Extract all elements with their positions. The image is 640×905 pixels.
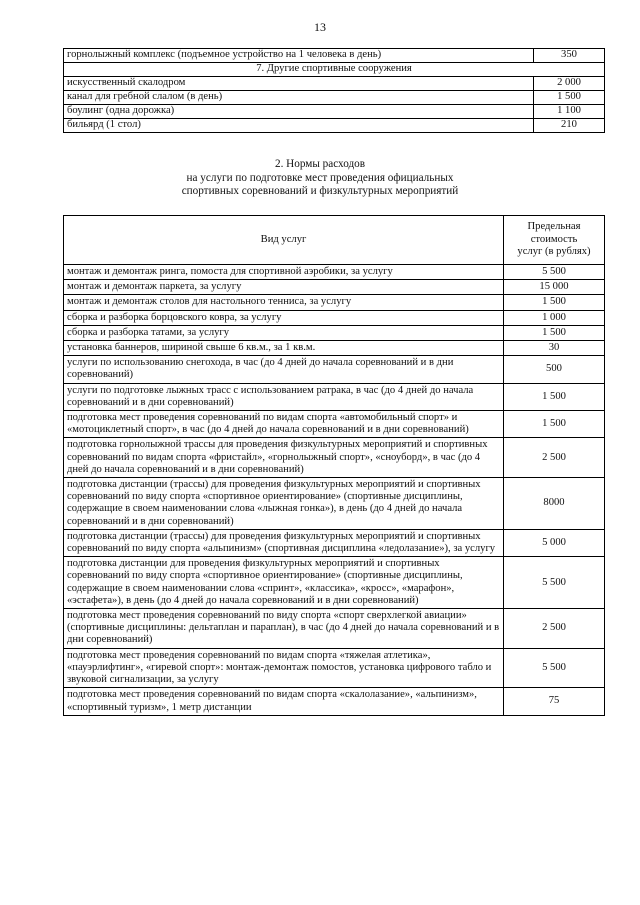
table-row [64,310,605,325]
section-2-title [0,158,640,199]
table-row [64,341,605,356]
price-cell: 1 100 [534,105,605,119]
section-2-subtitle-line-2: спортивных соревнований и физкультурных мероприятий [181,185,459,197]
header-price-line-1: Предельная [527,221,581,233]
service-cell: подготовка дистанции для проведения физкультурных мероприятий и спортивных соревнований по виду спорта «спортивное ориентирование» (спортивные дисциплины, содержащие в своем наименовании слова «спринт», «классика», «кросс», «марафон», «эстафета»), в день (до 4 дней до начала соревнований и в дни соревнований) [64,557,504,609]
table-row [64,529,605,556]
section-heading: 7. Другие спортивные сооружения [64,63,605,77]
service-cell: канал для гребной слалом (в день) [64,91,534,105]
table-row [64,325,605,340]
table-row [64,280,605,295]
price-cell: 1 500 [504,295,605,310]
service-cell: подготовка мест проведения соревнований по видам спорта «автомобильный спорт» и «мотоциклетный спорт», в час (до 4 дней до начала соревнований и в дни соревнований) [64,411,504,438]
table-row [64,411,605,438]
section-2-subtitle-line-1: на услуги по подготовке мест проведения официальных [186,171,454,184]
price-cell: 1 500 [534,91,605,105]
table-row [64,609,605,649]
service-cell: искусственный скалодром [64,77,534,91]
price-cell: 350 [534,49,605,63]
table-row [64,383,605,410]
table-row [64,557,605,609]
price-cell: 30 [504,341,605,356]
header-price-line-3: услуг (в рублях) [517,246,591,258]
service-cell: подготовка дистанции (трассы) для проведения физкультурных мероприятий и спортивных соревнований по виду спорта «спортивное ориентирование» (спортивные дисциплины, содержащие в своем наименовании слова «лыжная гонка»), в день (до 4 дней до начала соревнований и в дни соревнований) [64,478,504,530]
price-cell: 2 000 [534,77,605,91]
service-cell: сборка и разборка татами, за услугу [64,325,504,340]
table-row [64,265,605,280]
price-cell: 500 [504,356,605,383]
page-number: 13 [314,20,326,34]
price-cell: 5 500 [504,557,605,609]
service-cell: подготовка мест проведения соревнований по видам спорта «скалолазание», «альпинизм», «спортивный туризм», 1 метр дистанции [64,688,504,715]
header-price [504,216,605,265]
service-cell: услуги по подготовке лыжных трасс с использованием ратрака, в час (до 4 дней до начала соревнований и в дни соревнований) [64,383,504,410]
service-cell: подготовка мест проведения соревнований по видам спорта «тяжелая атлетика», «пауэрлифтинг», «гиревой спорт»: монтаж-демонтаж помостов, установка цифрового табло и звуковой сигнализации, за услугу [64,648,504,688]
table-row [64,648,605,688]
service-cell: подготовка дистанции (трассы) для проведения физкультурных мероприятий и спортивных соревнований по виду спорта «альпинизм» (спортивная дисциплина «ледолазание»), за услугу [64,529,504,556]
section-2-heading: 2. Нормы расходов [274,158,366,170]
price-cell: 15 000 [504,280,605,295]
table-header-row [64,216,605,265]
service-cell: горнолыжный комплекс (подъемное устройство на 1 человека в день) [64,49,534,63]
table-row [64,688,605,715]
price-cell: 2 500 [504,438,605,478]
service-cell: сборка и разборка борцовского ковра, за услугу [64,310,504,325]
table-row [64,356,605,383]
service-cell: боулинг (одна дорожка) [64,105,534,119]
price-cell: 1 500 [504,325,605,340]
prices-table-sports-facilities [63,48,605,133]
service-cell: установка баннеров, шириной свыше 6 кв.м., за 1 кв.м. [64,341,504,356]
price-cell: 5 500 [504,648,605,688]
header-service: Вид услуг [64,216,504,265]
price-cell: 210 [534,119,605,133]
table-row [64,77,605,91]
price-cell: 75 [504,688,605,715]
service-cell: услуги по использованию снегохода, в час (до 4 дней до начала соревнований и в дни соревнований) [64,356,504,383]
service-cell: бильярд (1 стол) [64,119,534,133]
prices-table-venue-preparation [63,215,605,716]
table-row [64,91,605,105]
price-cell: 5 500 [504,265,605,280]
service-cell: подготовка мест проведения соревнований по виду спорта «спорт сверхлегкой авиации» (спортивные дисциплины: дельтаплан и параплан), в час (до 4 дней до начала соревнований и в дни соревнований) [64,609,504,649]
price-cell: 1 000 [504,310,605,325]
price-cell: 8000 [504,478,605,530]
service-cell: монтаж и демонтаж паркета, за услугу [64,280,504,295]
section-row [64,63,605,77]
price-cell: 2 500 [504,609,605,649]
table-row [64,49,605,63]
service-cell: монтаж и демонтаж столов для настольного тенниса, за услугу [64,295,504,310]
service-cell: монтаж и демонтаж ринга, помоста для спортивной аэробики, за услугу [64,265,504,280]
table-row [64,295,605,310]
service-cell: подготовка горнолыжной трассы для проведения физкультурных мероприятий и спортивных соревнований по видам спорта «фристайл», «горнолыжный спорт», «сноуборд», в час (до 4 дней до начала соревнований и в дни соревнований) [64,438,504,478]
price-cell: 5 000 [504,529,605,556]
price-cell: 1 500 [504,411,605,438]
table-row [64,478,605,530]
price-cell: 1 500 [504,383,605,410]
table-row [64,438,605,478]
table-row [64,105,605,119]
header-price-line-2: стоимость [530,233,578,245]
table-row [64,119,605,133]
